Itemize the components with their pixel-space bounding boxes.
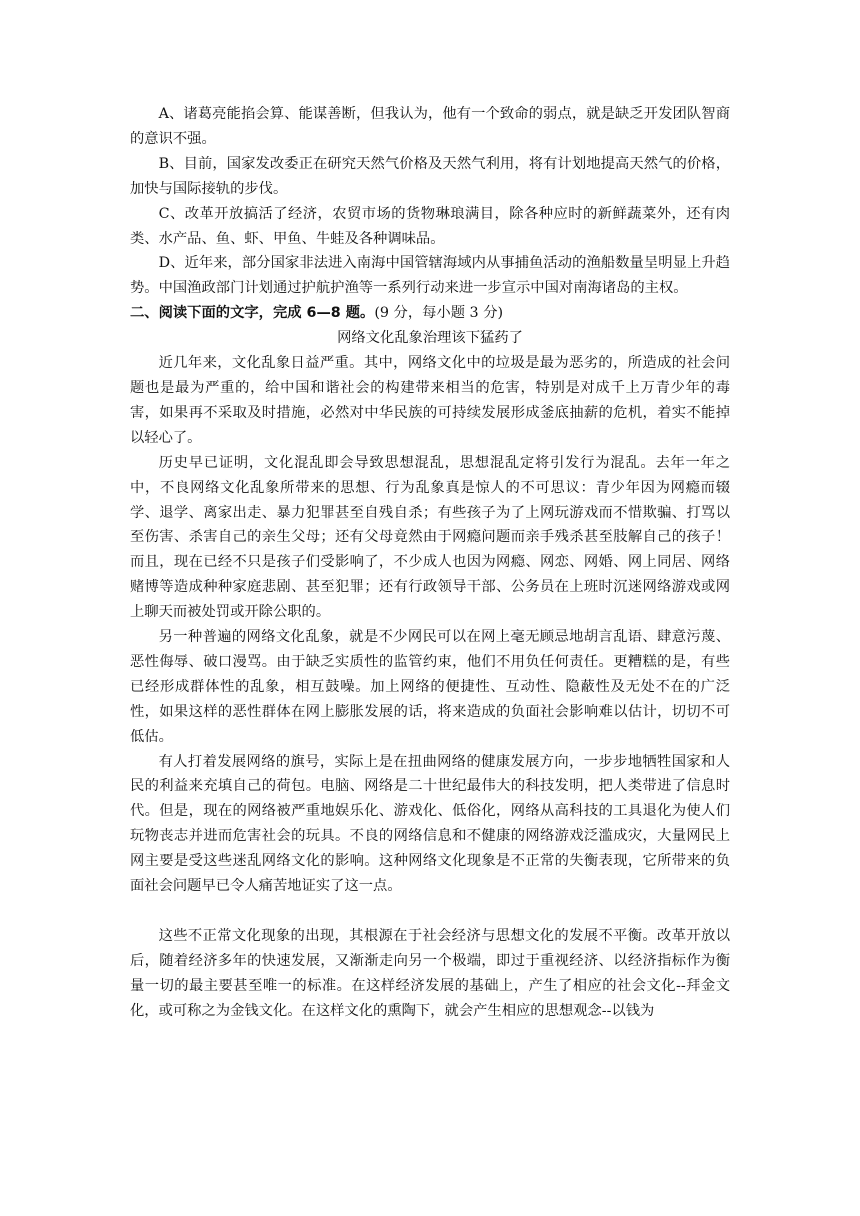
article-paragraph-2: 历史早已证明，文化混乱即会导致思想混乱，思想混乱定将引发行为混乱。去年一年之中，不良网络文化乱象所带来的思想、行为乱象真是惊人的不可思议：青少年因为网瘾而辍学、退学、离家出走、暴力犯罪甚至自残自杀；有些孩子为了上网玩游戏而不惜欺骗、打骂以至伤害、杀害自己的亲生父母；还有父母竟然由于网瘾问题而亲手残杀甚至肢解自己的孩子！而且，现在已经不只是孩子们受影响了，不少成人也因为网瘾、网恋、网婚、网上同居、网络赌博等造成种种家庭悲剧、甚至犯罪；还有行政领导干部、公务员在上班时沉迷网络游戏或网上聊天而被处罚或开除公职的。 bbox=[130, 454, 730, 621]
paragraph-spacer bbox=[130, 899, 730, 924]
option-a: A、诸葛亮能掐会算、能谋善断，但我认为，他有一个致命的弱点，就是缺乏开发团队智商的意识不强。 bbox=[130, 106, 730, 147]
document-page bbox=[130, 102, 730, 1024]
section-heading bbox=[130, 301, 730, 326]
article-paragraph-5: 这些不正常文化现象的出现，其根源在于社会经济与思想文化的发展不平衡。改革开放以后，随着经济多年的快速发展，又渐渐走向另一个极端，即过于重视经济、以经济指标作为衡量一切的最主要甚至唯一的标准。在这样经济发展的基础上，产生了相应的社会文化--拜金文化，或可称之为金钱文化。在这样文化的熏陶下，就会产生相应的思想观念--以钱为 bbox=[130, 927, 730, 1019]
article-title: 网络文化乱象治理该下猛药了 bbox=[337, 330, 523, 347]
article-paragraph-4: 有人打着发展网络的旗号，实际上是在扭曲网络的健康发展方向，一步步地牺牲国家和人民的利益来充填自己的荷包。电脑、网络是二十世纪最伟大的科技发明，把人类带进了信息时代。但是，现在的网络被严重地娱乐化、游戏化、低俗化，网络从高科技的工具退化为使人们玩物丧志并进而危害社会的玩具。不良的网络信息和不健康的网络游戏泛滥成灾，大量网民上网主要是受这些迷乱网络文化的影响。这种网络文化现象是不正常的失衡表现，它所带来的负面社会问题早已令人痛苦地证实了这一点。 bbox=[130, 753, 730, 895]
article-paragraph-1: 近几年来，文化乱象日益严重。其中，网络文化中的垃圾是最为恶劣的，所造成的社会问题也是最为严重的，给中国和谐社会的构建带来相当的危害，特别是对成千上万青少年的毒害，如果再不采取及时措施，必然对中华民族的可持续发展形成釜底抽薪的危机，着实不能掉以轻心了。 bbox=[130, 355, 730, 446]
option-d: D、近年来，部分国家非法进入南海中国管辖海域内从事捕鱼活动的渔船数量呈明显上升趋势。中国渔政部门计划通过护航护渔等一系列行动来进一步宣示中国对南海诸岛的主权。 bbox=[130, 255, 730, 297]
section-heading-note: (9 分，每小题 3 分) bbox=[374, 305, 504, 322]
article-paragraph-3: 另一种普遍的网络文化乱象，就是不少网民可以在网上毫无顾忌地胡言乱语、肆意污蔑、恶性侮辱、破口漫骂。由于缺乏实质性的监管约束，他们不用负任何责任。更糟糕的是，有些已经形成群体性的乱象，相互鼓噪。加上网络的便捷性、互动性、隐蔽性及无处不在的广泛性，如果这样的恶性群体在网上膨胀发展的话，将来造成的负面社会影响难以估计，切切不可低估。 bbox=[130, 629, 730, 745]
option-c: C、改革开放搞活了经济，农贸市场的货物琳琅满目，除各种应时的新鲜蔬菜外，还有肉类、水产品、鱼、虾、甲鱼、牛蛙及各种调味品。 bbox=[130, 205, 730, 247]
option-b: B、目前，国家发改委正在研究天然气价格及天然气利用，将有计划地提高天然气的价格，加快与国际接轨的步伐。 bbox=[130, 155, 730, 197]
section-heading-bold: 二、阅读下面的文字，完成 6—8 题。 bbox=[130, 305, 375, 322]
